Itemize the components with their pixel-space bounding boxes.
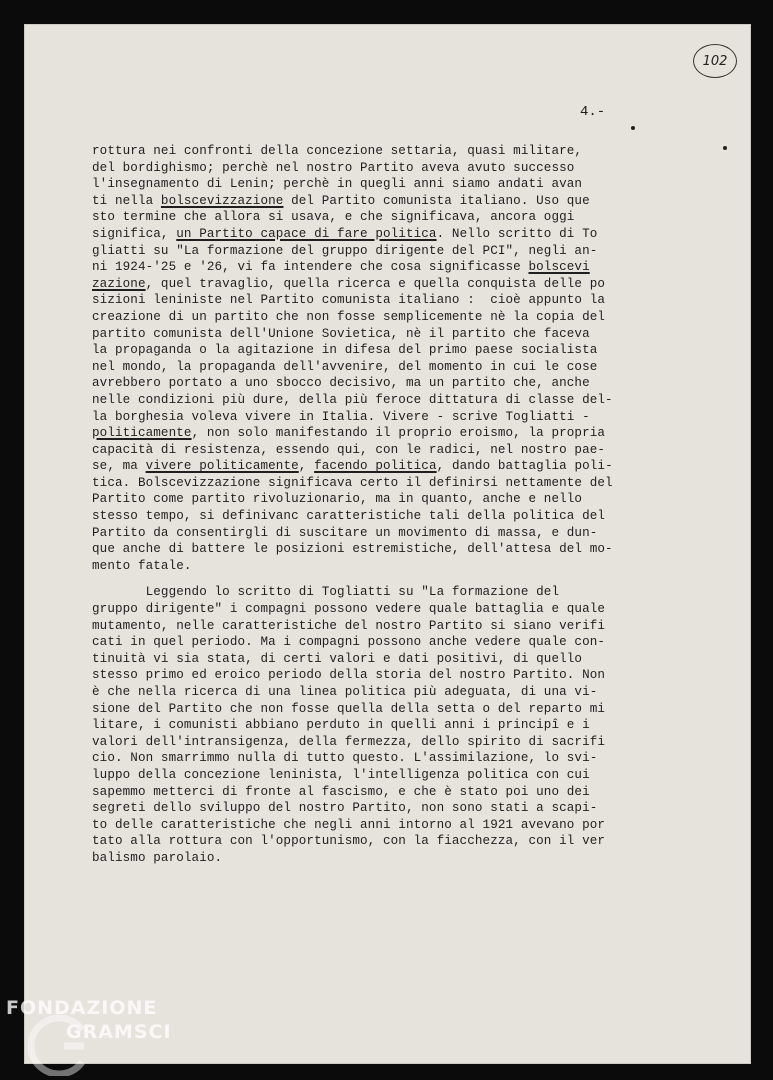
typed-line: sione del Partito che non fosse quella della setta o del reparto mi	[92, 701, 606, 716]
typed-line: avrebbero portato a uno sbocco decisivo, ma un partito che, anche	[92, 376, 590, 391]
typed-line: valori dell'intransigenza, della fermezza, dello spirito di sacrifi	[92, 734, 606, 749]
typed-line: tinuità vi sia stata, di certi valori e dati positivi, di quello	[92, 651, 583, 666]
typed-line: ni 1924-'25 e '26, vi fa intendere che cosa significasse bolscevi	[92, 260, 590, 275]
typed-line: balismo parolaio.	[92, 850, 223, 865]
typed-line: cio. Non smarrimmo nulla di tutto questo. L'assimilazione, lo svi-	[92, 751, 598, 766]
typed-line: sapemmo metterci di fronte al fascismo, e che è stato poi uno dei	[92, 784, 590, 799]
typed-line: stesso primo ed eroico periodo della storia del nostro Partito. Non	[92, 668, 606, 683]
typed-line: cati in quel periodo. Ma i compagni possono anche vedere quale con-	[92, 635, 606, 650]
typed-line: sizioni leniniste nel Partito comunista italiano : cioè appunto la	[92, 293, 606, 308]
watermark-line-1: FONDAZIONE	[6, 997, 158, 1019]
typed-line: partito comunista dell'Unione Sovietica, nè il partito che faceva	[92, 326, 590, 341]
typed-line: gruppo dirigente" i compagni possono vedere quale battaglia e quale	[92, 602, 606, 617]
typed-line: que anche di battere le posizioni estremistiche, dell'attesa del mo-	[92, 542, 613, 557]
fondazione-gramsci-watermark	[4, 996, 204, 1076]
typed-body	[92, 143, 682, 867]
typed-line: del bordighismo; perchè nel nostro Partito aveva avuto successo	[92, 160, 575, 175]
typed-line: segreti dello sviluppo del nostro Partito, non sono stati a scapi-	[92, 801, 598, 816]
typed-line: la borghesia voleva vivere in Italia. Vivere - scrive Togliatti -	[92, 409, 590, 424]
archive-page-stamp: 102	[693, 44, 737, 78]
page-number: 4.-	[580, 104, 606, 120]
typed-line: gliatti su "La formazione del gruppo dirigente del PCI", negli an-	[92, 243, 598, 258]
margin-mark	[631, 126, 635, 130]
typed-line: Leggendo lo scritto di Togliatti su "La formazione del	[92, 585, 560, 600]
typed-line: nelle condizioni più dure, della più feroce dittatura di classe del-	[92, 392, 613, 407]
typed-line: se, ma vivere politicamente, facendo politica, dando battaglia poli-	[92, 459, 613, 474]
typed-line: nel mondo, la propaganda dell'avvenire, del momento in cui le cose	[92, 359, 598, 374]
typed-line: sto termine che allora si usava, e che significava, ancora oggi	[92, 210, 575, 225]
typed-line: tato alla rottura con l'opportunismo, con la fiacchezza, con il ver	[92, 834, 606, 849]
paragraph-1	[92, 143, 682, 574]
typed-line: è che nella ricerca di una linea politica più adeguata, di una vi-	[92, 685, 598, 699]
typed-line: mutamento, nelle caratteristiche del nostro Partito si siano verifi	[92, 618, 606, 633]
typed-line: zazione, quel travaglio, quella ricerca e quella conquista delle po	[92, 276, 606, 291]
watermark-line-2: GRAMSCI	[66, 1021, 172, 1043]
typed-line: litare, i comunisti abbiano perduto in quelli anni i principî e i	[92, 718, 590, 733]
typed-line: la propaganda o la agitazione in difesa del primo paese socialista	[92, 343, 598, 358]
typed-line: to delle caratteristiche che negli anni intorno al 1921 avevano por	[92, 817, 606, 832]
typed-line: ti nella bolscevizzazione del Partito comunista italiano. Uso que	[92, 193, 590, 208]
typed-line: l'insegnamento di Lenin; perchè in quegli anni siamo andati avan	[92, 177, 583, 192]
typed-line: politicamente, non solo manifestando il proprio eroismo, la propria	[92, 426, 606, 441]
typed-line: mento fatale.	[92, 558, 192, 573]
typed-line: significa, un Partito capace di fare politica. Nello scritto di To	[92, 226, 598, 241]
typed-line: rottura nei confronti della concezione settaria, quasi militare,	[92, 144, 583, 158]
typed-line: capacità di resistenza, essendo qui, con le radici, nel nostro pae-	[92, 442, 606, 457]
typed-line: tica. Bolscevizzazione significava certo il definirsi nettamente del	[92, 475, 613, 490]
margin-mark	[723, 146, 727, 150]
typed-line: Partito da consentirgli di suscitare un movimento di massa, e dun-	[92, 525, 598, 540]
typed-line: creazione di un partito che non fosse semplicemente nè la copia del	[92, 309, 606, 324]
typed-line: Partito come partito rivoluzionario, ma in quanto, anche e nello	[92, 492, 583, 507]
typed-line: luppo della concezione leninista, l'intelligenza politica con cui	[92, 767, 590, 782]
typed-line: stesso tempo, si definivanc caratteristiche tali della politica del	[92, 509, 606, 524]
paragraph-2	[92, 584, 682, 866]
